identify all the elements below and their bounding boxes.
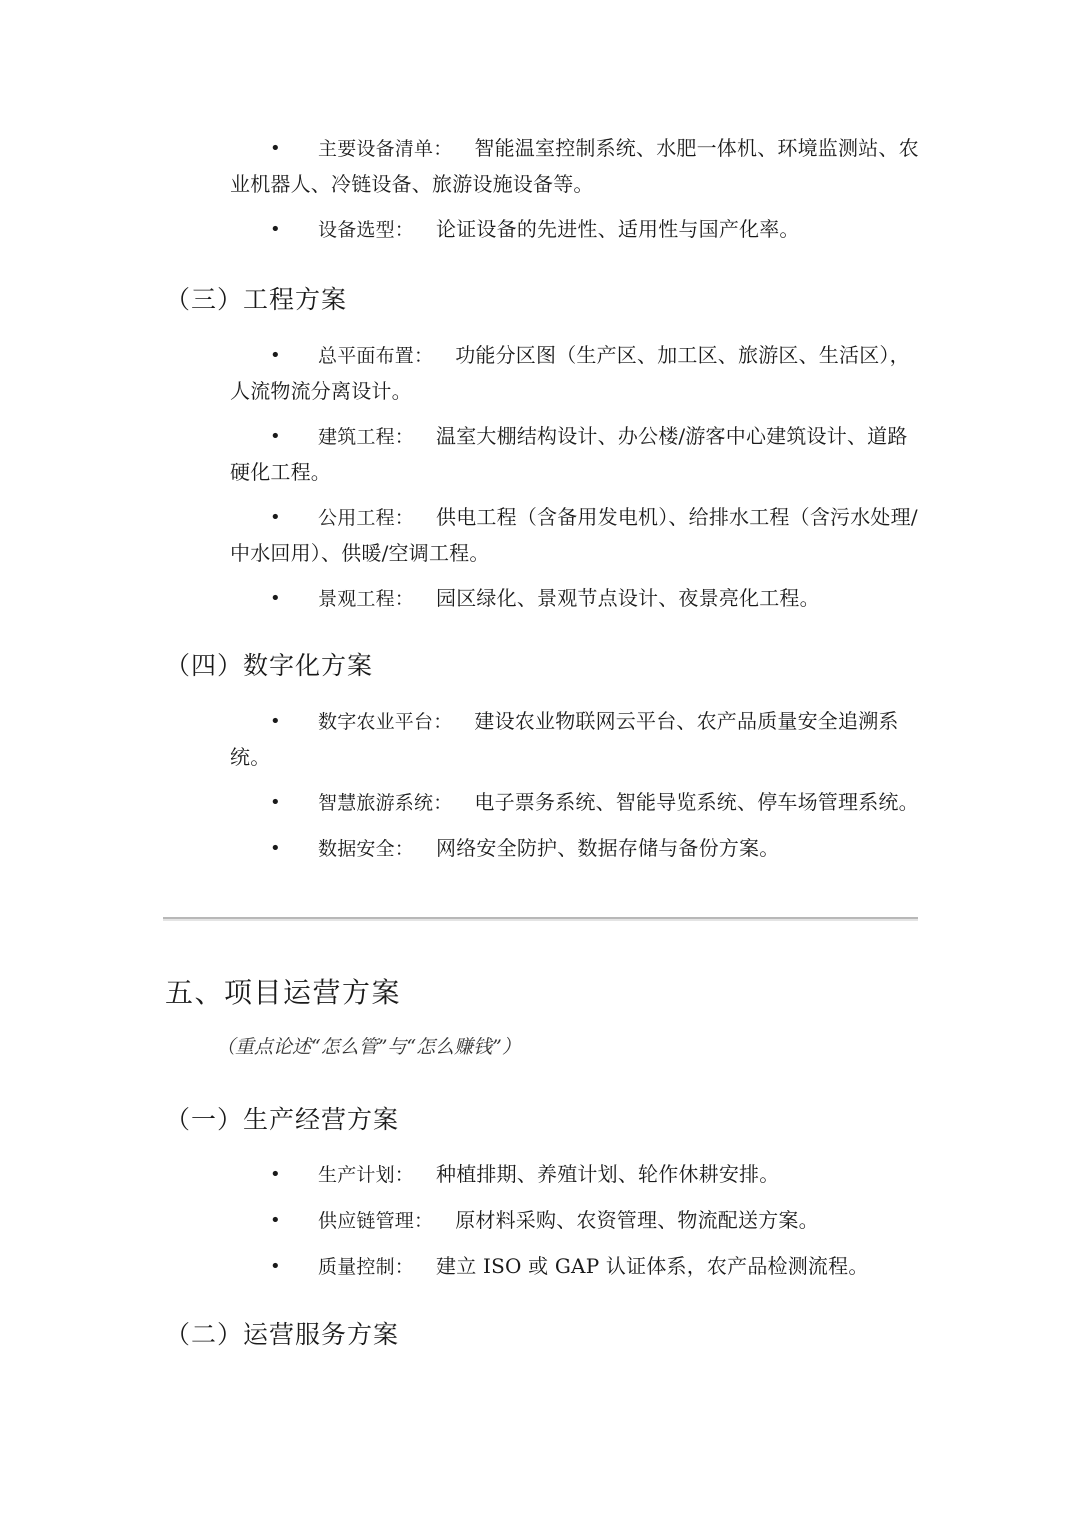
list-item [230, 212, 920, 248]
list-item-text: 论证设备的先进性、适用性与国产化率。 [436, 217, 800, 241]
list-item-text: 温室大棚结构设计、办公楼/游客中心建筑设计、道路硬化工程。 [230, 424, 908, 484]
list-item [230, 581, 920, 617]
chapter-heading-operations: 五、项目运营方案 [165, 976, 402, 1009]
section-heading-engineering: （三）工程方案 [165, 285, 348, 314]
list-item-term: 设备选型： [318, 219, 415, 241]
list-item-text: 园区绿化、景观节点设计、夜景亮化工程。 [436, 586, 820, 610]
list-item-text: 网络安全防护、数据存储与备份方案。 [436, 836, 780, 860]
list-item [230, 1203, 920, 1239]
list-item-term: 生产计划： [318, 1164, 415, 1186]
list-item-text: 电子票务系统、智能导览系统、停车场管理系统。 [474, 790, 919, 814]
list-item-text: 智能温室控制系统、水肥一体机、环境监测站、农业机器人、冷链设备、旅游设施设备等。 [230, 136, 919, 196]
engineering-list [230, 338, 920, 627]
section-heading-production: （一）生产经营方案 [165, 1105, 400, 1134]
list-item [230, 419, 920, 490]
list-item-term: 数据安全： [318, 838, 415, 860]
section-heading-service: （二）运营服务方案 [165, 1320, 400, 1349]
production-list [230, 1157, 920, 1295]
list-item-term: 建筑工程： [318, 426, 415, 448]
list-item [230, 1157, 920, 1193]
section-heading-digital: （四）数字化方案 [165, 651, 374, 680]
list-item [230, 831, 920, 867]
list-item-text: 建设农业物联网云平台、农产品质量安全追溯系统。 [230, 709, 899, 769]
list-item [230, 785, 920, 821]
list-item-term: 质量控制： [318, 1256, 415, 1278]
list-item [230, 131, 920, 202]
list-item-term: 公用工程： [318, 507, 415, 529]
list-item-text: 功能分区图（生产区、加工区、旅游区、生活区），人流物流分离设计。 [230, 343, 910, 403]
equipment-list [230, 131, 920, 258]
list-item-term: 景观工程： [318, 588, 415, 610]
list-item-term: 数字农业平台： [318, 711, 453, 733]
list-item [230, 500, 920, 571]
list-item-term: 主要设备清单： [318, 138, 453, 160]
list-item [230, 338, 920, 409]
list-item-text: 建立 ISO 或 GAP 认证体系，农产品检测流程。 [436, 1254, 869, 1278]
digital-list [230, 704, 920, 877]
list-item-term: 智慧旅游系统： [318, 792, 453, 814]
chapter-note: （重点论述“怎么管”与“怎么赚钱”） [216, 1036, 521, 1058]
list-item-term: 供应链管理： [318, 1210, 434, 1232]
list-item-term: 总平面布置： [318, 345, 434, 367]
list-item [230, 1249, 920, 1285]
list-item [230, 704, 920, 775]
list-item-text: 供电工程（含备用发电机）、给排水工程（含污水处理/中水回用）、供暖/空调工程。 [230, 505, 918, 565]
list-item-text: 原材料采购、农资管理、物流配送方案。 [455, 1208, 819, 1232]
list-item-text: 种植排期、养殖计划、轮作休耕安排。 [436, 1162, 780, 1186]
horizontal-divider [163, 917, 918, 921]
